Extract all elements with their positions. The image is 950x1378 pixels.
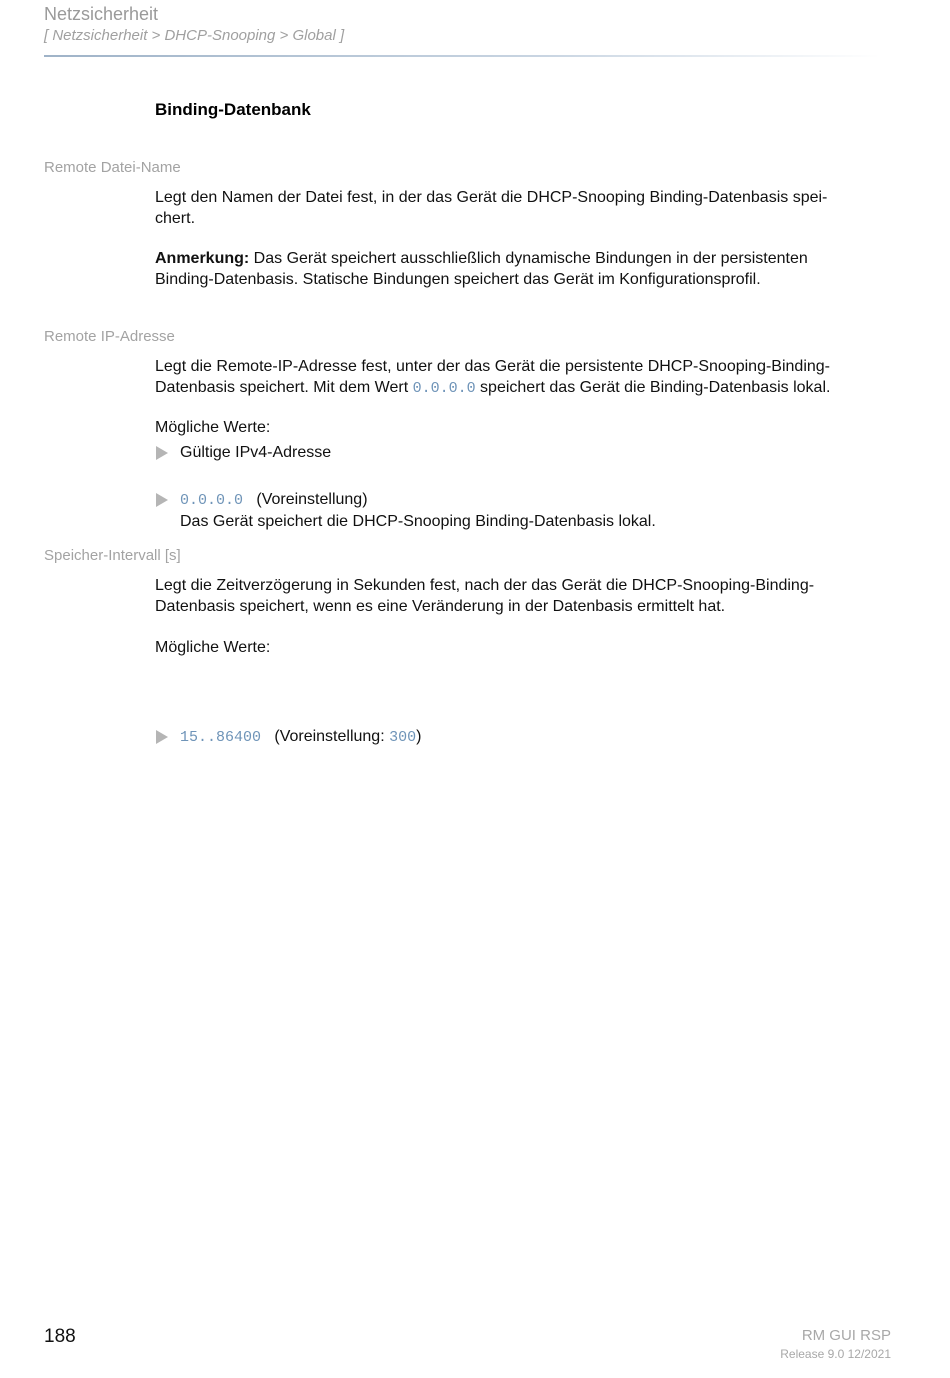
note-text: Das Gerät speichert ausschließlich dynamische Bindungen in der persistenten [249, 250, 808, 267]
param-label-interval: Speicher-Intervall [s] [44, 547, 181, 564]
note-label: Anmerkung: [155, 250, 250, 267]
list-item-text: ) [416, 728, 422, 745]
list-item [155, 442, 905, 463]
list-item [155, 489, 905, 532]
param-desc-remote-file-name [155, 187, 880, 229]
list-item-text: Gültige IPv4-Adresse [180, 444, 332, 461]
desc-line: chert. [155, 210, 196, 227]
page-header [44, 2, 880, 46]
page-number: 188 [44, 1326, 76, 1347]
list-item [155, 726, 905, 748]
desc-line: Legt die Remote-IP-Adresse fest, unter der das Gerät die persistente DHCP-Snooping-Binding- [155, 358, 831, 375]
header-divider [44, 55, 880, 57]
desc-text: speichert das Gerät die Binding-Datenbasis lokal. [475, 379, 831, 396]
param-desc-interval [155, 575, 880, 617]
footer-doc-name: RM GUI RSP [801, 1327, 891, 1344]
header-title: Netzsicherheit [44, 4, 159, 24]
code-value: 300 [389, 729, 417, 746]
param-label-remote-file-name: Remote Datei-Name [44, 159, 181, 176]
bullet-triangle-icon [156, 493, 168, 507]
note-remote-file-name [155, 248, 880, 290]
list-item-text: (Voreinstellung) [256, 491, 368, 508]
values-title-remote-ip: Mögliche Werte: [155, 419, 271, 436]
note-line [155, 248, 880, 269]
param-label-remote-ip: Remote IP-Adresse [44, 328, 175, 345]
breadcrumb: [ Netzsicherheit > DHCP-Snooping > Global ] [44, 27, 345, 44]
footer-release: Release 9.0 12/2021 [780, 1347, 891, 1361]
desc-line: Legt die Zeitverzögerung in Sekunden fest, nach der das Gerät die DHCP-Snooping-Binding- [155, 577, 815, 594]
desc-line: Legt den Namen der Datei fest, in der das Gerät die DHCP-Snooping Binding-Datenbasis spei- [155, 189, 828, 206]
param-desc-remote-ip [155, 356, 880, 399]
section-title: Binding-Datenbank [155, 100, 311, 119]
bullet-triangle-icon [156, 446, 168, 460]
note-line: Binding-Datenbasis. Statische Bindungen speichert das Gerät im Konfigurationsprofil. [155, 271, 761, 288]
bullet-triangle-icon [156, 730, 168, 744]
code-value: 0.0.0.0 [412, 380, 476, 397]
desc-text: Datenbasis speichert. Mit dem Wert [155, 379, 413, 396]
code-value: 0.0.0.0 [180, 492, 244, 509]
list-item-subtext: Das Gerät speichert die DHCP-Snooping Binding-Datenbasis lokal. [180, 513, 656, 530]
desc-line [155, 377, 880, 399]
list-item-text: (Voreinstellung: [274, 728, 390, 745]
values-title-interval: Mögliche Werte: [155, 639, 271, 656]
desc-line: Datenbasis speichert, wenn es eine Veränderung in der Datenbasis ermittelt hat. [155, 598, 726, 615]
code-value: 15..86400 [180, 729, 262, 746]
